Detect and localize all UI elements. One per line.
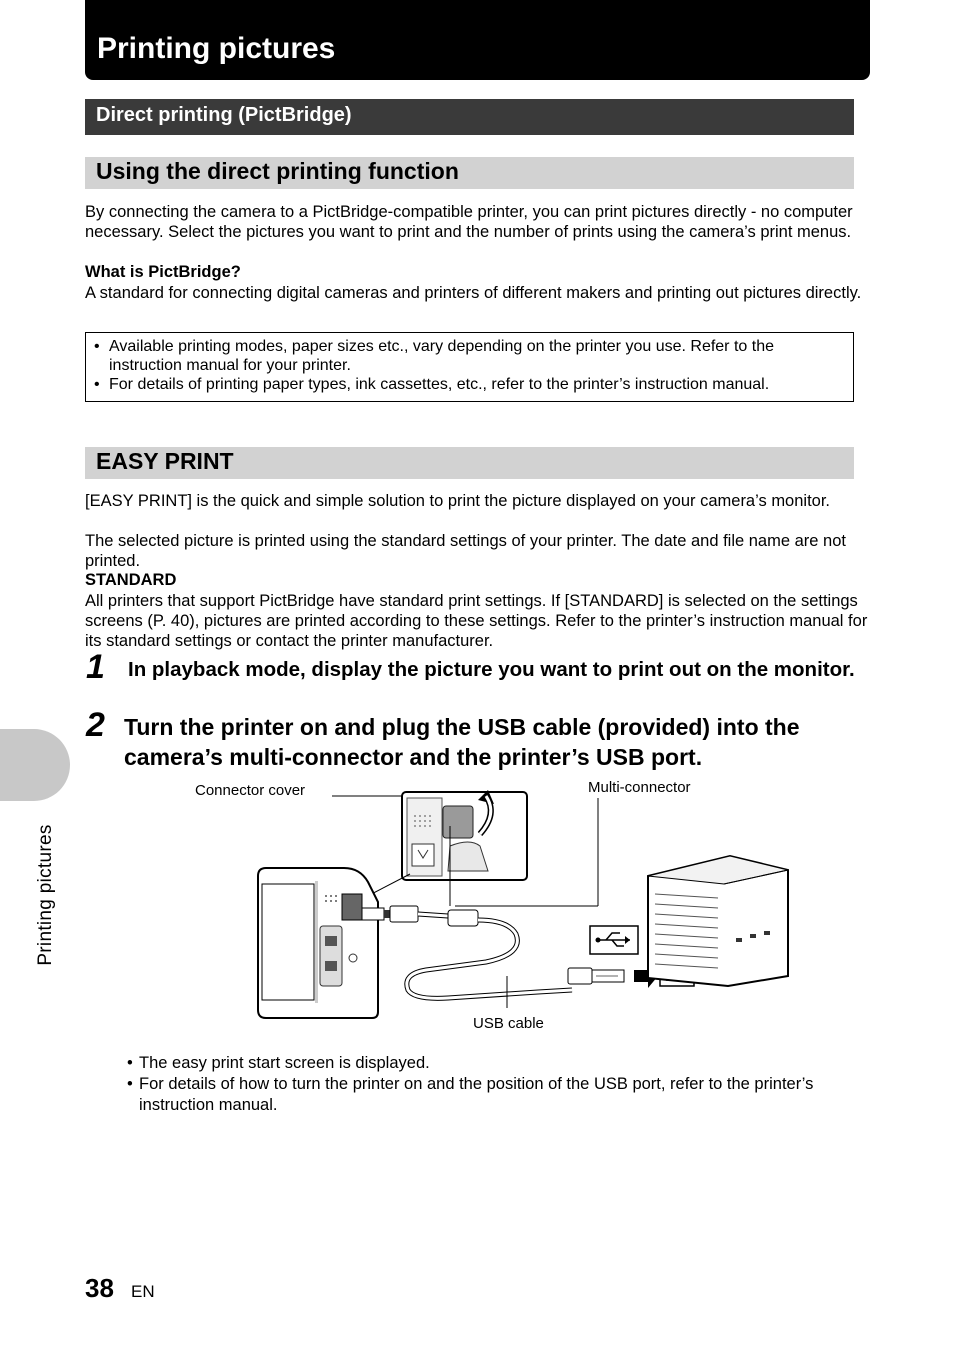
usb-icon <box>590 926 638 954</box>
camera-drawing <box>258 868 378 1018</box>
connection-illustration <box>250 786 810 1021</box>
standard-paragraph: All printers that support PictBridge have standard print settings. If [STANDARD] is selected on the settings screens (P. 40), pictures are printed according to these settings. Refer to the printer’s instruction manual for its standard settings or contact the printer manufacturer. <box>85 592 868 650</box>
printer-drawing <box>648 856 788 986</box>
standard-heading-wrap <box>85 570 870 590</box>
step-2-number: 2 <box>86 706 105 744</box>
list-item <box>127 1053 872 1074</box>
title-bar <box>85 0 870 80</box>
result-bullet-text: For details of how to turn the printer on and the position of the USB port, refer to the printer’s instruction manual. <box>139 1075 814 1114</box>
bullet: • <box>94 376 100 393</box>
standard-heading: STANDARD <box>85 571 177 589</box>
step-2-text: Turn the printer on and plug the USB cable (provided) into the camera’s multi-connector and the printer’s USB port. <box>124 714 800 770</box>
section-direct-printing: Direct printing (PictBridge) <box>85 99 854 135</box>
bullet: • <box>94 338 100 355</box>
list-item <box>127 1074 872 1116</box>
label-connector-cover: Connector cover <box>195 782 306 799</box>
usb-cable-drawing <box>390 906 658 1008</box>
easy-paragraph-1: [EASY PRINT] is the quick and simple solution to print the picture displayed on your camera’s monitor. <box>85 492 831 510</box>
label-multi-connector: Multi-connector <box>588 779 691 796</box>
note-item <box>94 337 839 375</box>
side-label: Printing pictures <box>35 824 56 966</box>
easy-paragraph-2: The selected picture is printed using the standard settings of your printer. The date and file name are not printed. <box>85 532 846 570</box>
step-1-number: 1 <box>86 648 105 686</box>
pictbridge-heading: What is PictBridge? <box>85 263 241 281</box>
section-using-direct-printing: Using the direct printing function <box>85 157 854 189</box>
result-bullet-text: The easy print start screen is displayed. <box>139 1054 430 1072</box>
note-item <box>94 375 839 394</box>
side-tab <box>0 729 70 801</box>
note-text: Available printing modes, paper sizes etc., vary depending on the printer you use. Refer to the instruction manual for your printer. <box>109 338 774 374</box>
page-language: EN <box>131 1282 155 1301</box>
note-box <box>85 332 854 402</box>
page-number: 38 <box>85 1273 114 1303</box>
bullet: • <box>127 1075 133 1093</box>
step-1-text: In playback mode, display the picture you want to print out on the monitor. <box>128 658 855 681</box>
note-text: For details of printing paper types, ink cassettes, etc., refer to the printer’s instruction manual. <box>109 376 770 393</box>
pictbridge-heading-wrap <box>85 262 870 282</box>
bullet: • <box>127 1054 133 1072</box>
pictbridge-paragraph: A standard for connecting digital cameras and printers of different makers and printing out pictures directly. <box>85 284 862 302</box>
page-title: Printing pictures <box>97 32 336 65</box>
intro-paragraph: By connecting the camera to a PictBridge-compatible printer, you can print pictures directly - no computer necessary. Select the pictures you want to print and the number of prints using the camera’s print menus. <box>85 203 853 241</box>
connector-detail-inset <box>402 790 527 880</box>
label-usb-cable: USB cable <box>473 1015 544 1032</box>
result-bullets <box>127 1053 872 1116</box>
section-easy-print: EASY PRINT <box>85 447 854 479</box>
